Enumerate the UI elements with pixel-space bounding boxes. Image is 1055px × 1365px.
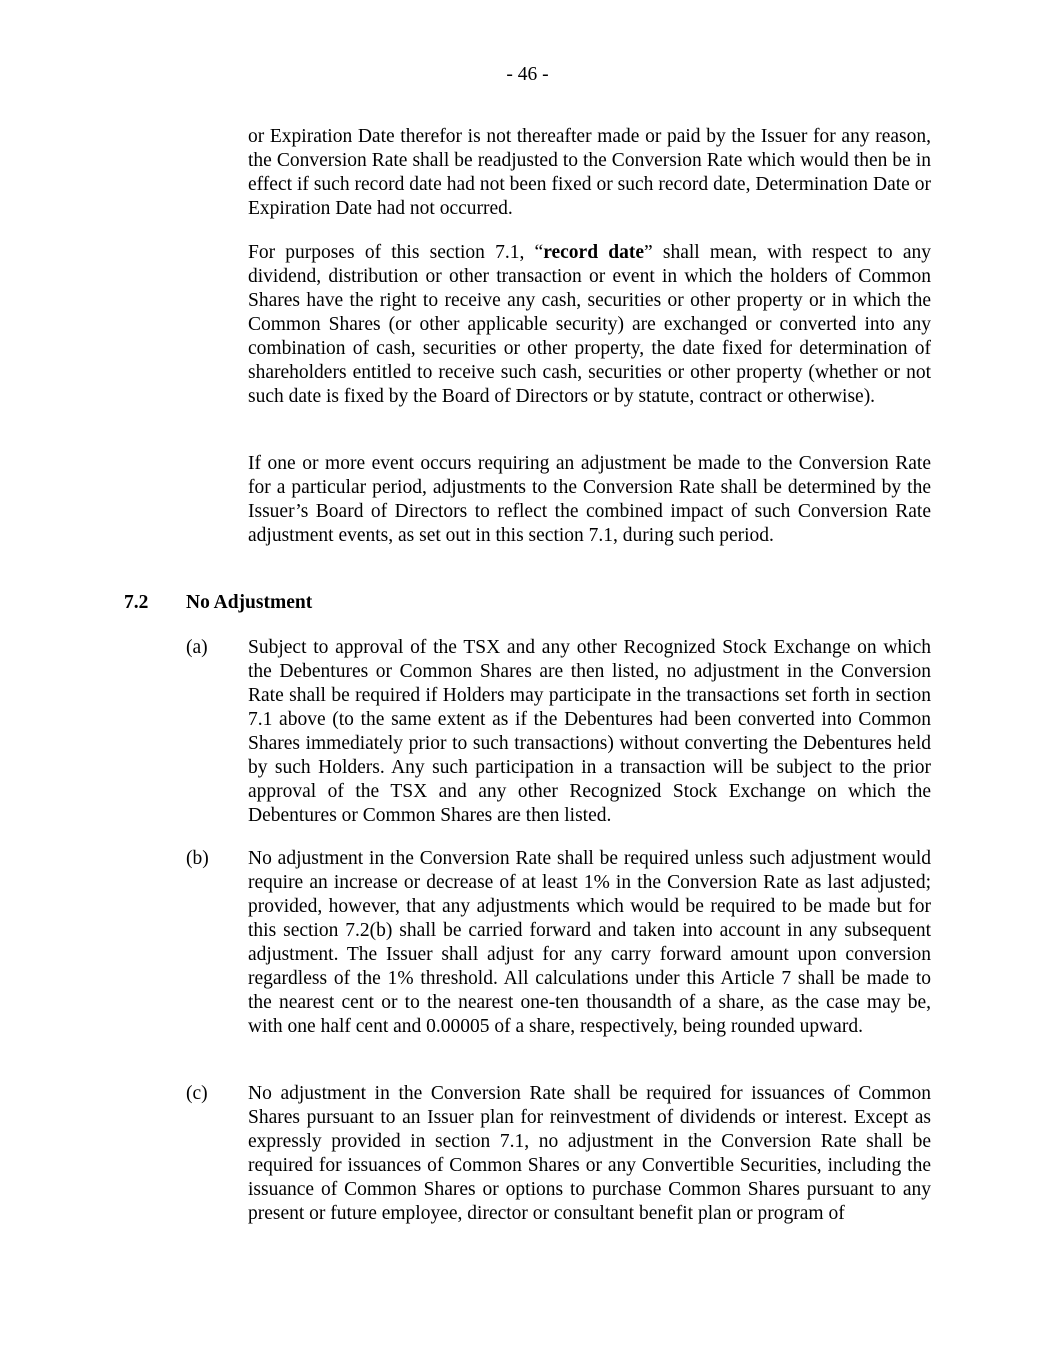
section-heading: [124, 591, 312, 615]
section-number: 7.2: [124, 592, 149, 613]
list-item-c: [186, 1082, 931, 1226]
record-date-prefix: For purposes of this section 7.1, “: [248, 242, 544, 263]
multiple-events-paragraph: If one or more event occurs requiring an adjustment be made to the Conversion Rate for a particular period, adjustments to the Conversion Rate shall be determined by the Issuer’s Board of Directors to reflect the combined impact of such Conversion Rate adjustment events, as set out in this section 7.1, during such period.: [248, 453, 931, 546]
list-item-label: (c): [186, 1083, 208, 1104]
section-title: No Adjustment: [186, 592, 313, 613]
record-date-term: record date: [543, 242, 644, 263]
list-item-label: (a): [186, 637, 208, 658]
list-item-b: [186, 847, 931, 1039]
record-date-suffix: ” shall mean, with respect to any dividend, distribution or other transaction or event in which the holders of Common Shares have the right to receive any cash, securities or other property or in which the Common Shares (or other applicable security) are exchanged or converted into any combination of cash, securities or other property, the date fixed for determination of shareholders entitled to receive such cash, securities or other property (whether or not such date is fixed by the Board of Directors or by statute, contract or otherwise).: [248, 242, 931, 407]
list-item-label: (b): [186, 848, 209, 869]
list-item-a: [186, 636, 931, 828]
record-date-paragraph: [248, 241, 931, 409]
list-item-text: No adjustment in the Conversion Rate shall be required unless such adjustment would require an increase or decrease of at least 1% in the Conversion Rate as last adjusted; provided, however, that any adjustments which would be required to be made but for this section 7.2(b) shall be carried forward and taken into account in any subsequent adjustment. The Issuer shall adjust for any carry forward amount upon conversion regardless of the 1% threshold. All calculations under this Article 7 shall be made to the nearest cent or to the nearest one-ten thousandth of a share, as the case may be, with one half cent and 0.00005 of a share, respectively, being rounded upward.: [248, 848, 931, 1037]
page-number: - 46 -: [506, 64, 549, 85]
list-item-text: No adjustment in the Conversion Rate shall be required for issuances of Common Shares pursuant to an Issuer plan for reinvestment of dividends or interest. Except as expressly provided in section 7.1, no adjustment in the Conversion Rate shall be required for issuances of Common Shares or any Convertible Securities, including the issuance of Common Shares or options to purchase Common Shares pursuant to any present or future employee, director or consultant benefit plan or program of: [248, 1083, 931, 1224]
list-item-text: Subject to approval of the TSX and any other Recognized Stock Exchange on which the Debentures or Common Shares are then listed, no adjustment in the Conversion Rate shall be required if Holders may participate in the transactions set forth in section 7.1 above (to the same extent as if the Debentures had been converted into Common Shares immediately prior to such transactions) without converting the Debentures held by such Holders. Any such participation in a transaction will be subject to the prior approval of the TSX and any other Recognized Stock Exchange on which the Debentures or Common Shares are then listed.: [248, 637, 931, 826]
continuation-paragraph: or Expiration Date therefor is not thereafter made or paid by the Issuer for any reason, the Conversion Rate shall be readjusted to the Conversion Rate which would then be in effect if such record date had not been fixed or such record date, Determination Date or Expiration Date had not occurred.: [248, 126, 931, 219]
